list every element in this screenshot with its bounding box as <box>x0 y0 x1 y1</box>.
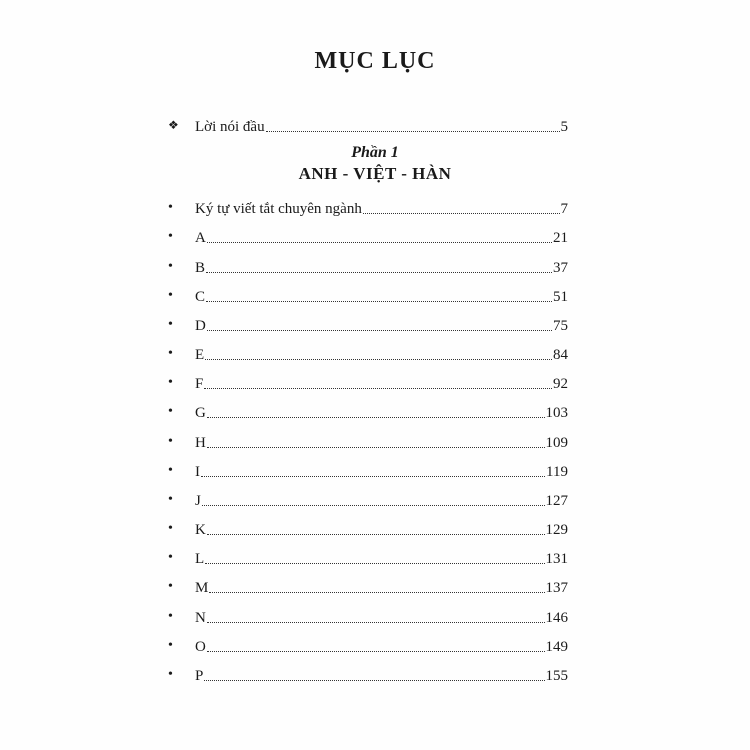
toc-entry[interactable] <box>168 634 568 656</box>
toc-entry-label: O <box>195 639 206 655</box>
bullet-icon: • <box>168 375 173 390</box>
toc-entry-label: B <box>195 260 206 276</box>
toc-entry[interactable] <box>168 196 568 218</box>
bullet-icon: • <box>168 638 173 653</box>
toc-entry[interactable] <box>168 342 568 364</box>
toc-entry[interactable] <box>168 517 568 539</box>
toc-entry-page: 137 <box>545 580 568 596</box>
toc-entry-label: C <box>195 289 206 305</box>
toc-entry-page: 129 <box>545 522 568 538</box>
toc-entry-page: 92 <box>553 376 568 392</box>
bullet-icon: • <box>168 404 173 419</box>
bullet-icon: • <box>168 550 173 565</box>
toc-entry-label: N <box>195 610 206 626</box>
toc-entry-label: G <box>195 405 206 421</box>
toc-entry-page: 75 <box>553 318 568 334</box>
toc-entry-page: 149 <box>545 639 568 655</box>
toc-entry[interactable] <box>168 575 568 597</box>
bullet-icon: • <box>168 463 173 478</box>
bullet-icon: • <box>168 492 173 507</box>
toc-entry[interactable] <box>168 605 568 627</box>
bullet-icon: • <box>168 259 173 274</box>
toc-entry[interactable] <box>168 225 568 247</box>
dot-leader <box>266 131 560 132</box>
bullet-icon: • <box>168 229 173 244</box>
toc-entry-label: A <box>195 230 206 246</box>
page-title: MỤC LỤC <box>314 48 436 74</box>
toc-entry-label: Lời nói đầu <box>195 119 265 135</box>
toc-entry-label: L <box>195 551 205 567</box>
bullet-icon: • <box>168 346 173 361</box>
dot-leader <box>207 534 545 535</box>
toc-entry-page: 37 <box>553 260 568 276</box>
toc-entry-label: K <box>195 522 206 538</box>
toc-entry[interactable] <box>168 430 568 452</box>
dot-leader <box>205 359 552 360</box>
toc-entry-page: 127 <box>545 493 568 509</box>
toc-entry-label: J <box>195 493 201 509</box>
toc-entry[interactable] <box>168 546 568 568</box>
toc-entry-preface[interactable] <box>168 114 568 136</box>
toc-entry-label: M <box>195 580 209 596</box>
dot-leader <box>207 330 552 331</box>
toc-entry-label: H <box>195 435 206 451</box>
dot-leader <box>205 563 544 564</box>
toc-entry-page: 5 <box>560 119 568 135</box>
bullet-icon: • <box>168 579 173 594</box>
dot-leader <box>209 592 544 593</box>
toc-entry[interactable] <box>168 313 568 335</box>
bullet-icon: • <box>168 609 173 624</box>
toc-entry-label: Ký tự viết tắt chuyên ngành <box>195 201 362 217</box>
dot-leader <box>206 272 552 273</box>
toc-entry-page: 103 <box>545 405 568 421</box>
toc-entry-page: 146 <box>545 610 568 626</box>
dot-leader <box>201 476 545 477</box>
bullet-icon: • <box>168 317 173 332</box>
toc-entry-page: 109 <box>545 435 568 451</box>
dot-leader <box>206 301 552 302</box>
toc-entry-page: 155 <box>545 668 568 684</box>
dot-leader <box>207 622 545 623</box>
toc-entry[interactable] <box>168 284 568 306</box>
bullet-icon: • <box>168 521 173 536</box>
toc-entry[interactable] <box>168 488 568 510</box>
dot-leader <box>204 388 552 389</box>
toc-entry-label: P <box>195 668 204 684</box>
dot-leader <box>202 505 545 506</box>
toc-entry-label: I <box>195 464 200 480</box>
bullet-icon: • <box>168 288 173 303</box>
toc-entry-label: D <box>195 318 206 334</box>
part-heading: Phần 1 <box>351 144 399 161</box>
toc-entry-page: 119 <box>546 464 568 480</box>
dot-leader <box>207 447 545 448</box>
dot-leader <box>363 213 560 214</box>
toc-entry-page: 7 <box>560 201 568 217</box>
toc-entry[interactable] <box>168 663 568 685</box>
dot-leader <box>207 651 545 652</box>
toc-entry-page: 131 <box>545 551 568 567</box>
dot-leader <box>207 417 545 418</box>
toc-entry[interactable] <box>168 255 568 277</box>
toc-entry-page: 51 <box>553 289 568 305</box>
toc-entry[interactable] <box>168 459 568 481</box>
toc-entry-label: E <box>195 347 205 363</box>
bullet-icon: • <box>168 434 173 449</box>
toc-entry[interactable] <box>168 400 568 422</box>
diamond-bullet-icon: ❖ <box>168 118 179 132</box>
bullet-icon: • <box>168 667 173 682</box>
toc-entry-page: 84 <box>553 347 568 363</box>
bullet-icon: • <box>168 200 173 215</box>
dot-leader <box>207 242 552 243</box>
part-title: ANH - VIỆT - HÀN <box>298 164 452 183</box>
toc-entry-label: F <box>195 376 204 392</box>
toc-entry[interactable] <box>168 371 568 393</box>
dot-leader <box>204 680 544 681</box>
toc-entry-page: 21 <box>553 230 568 246</box>
